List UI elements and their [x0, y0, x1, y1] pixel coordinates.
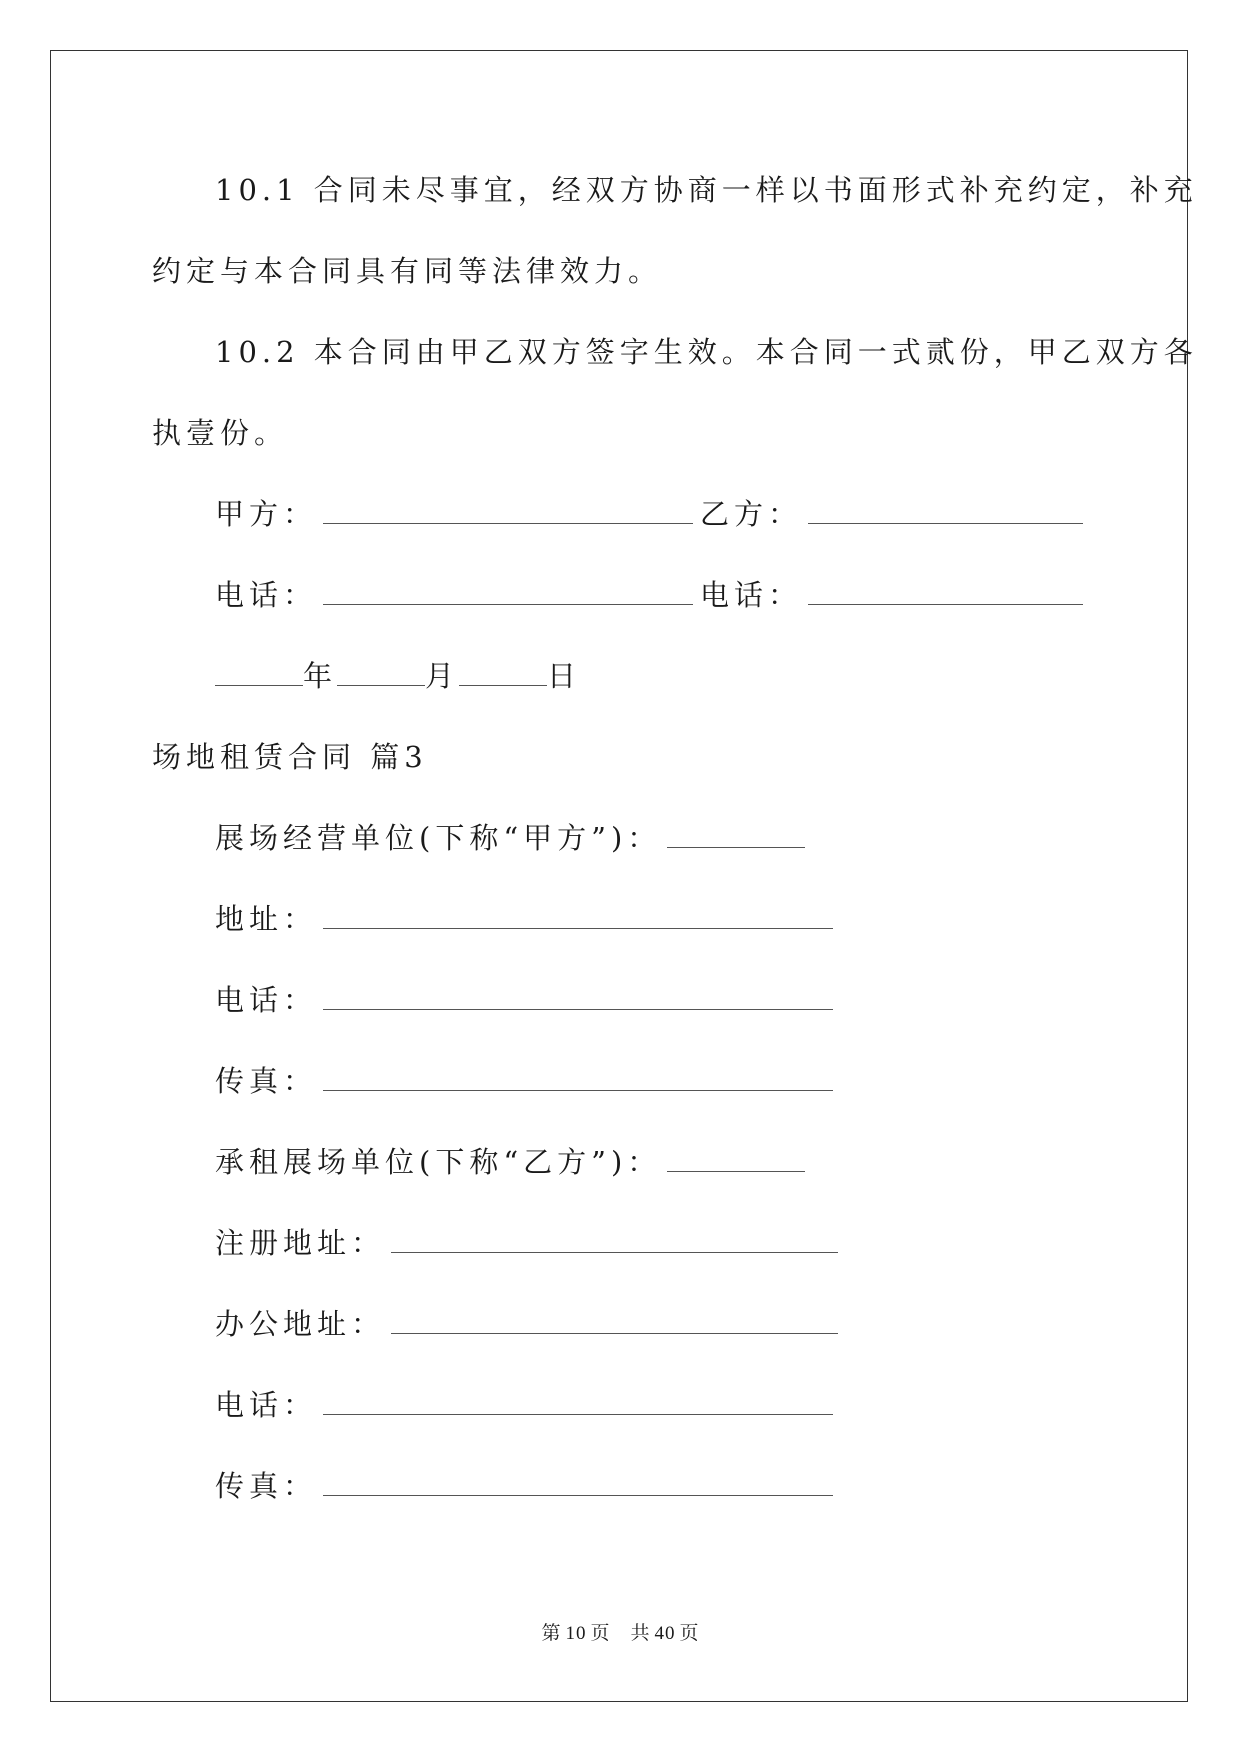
day-label: 日: [547, 659, 582, 693]
party-a-phone-blank[interactable]: [323, 983, 833, 1010]
page-footer: [0, 1618, 1241, 1645]
party-b-phone-label: 电话：: [215, 1388, 318, 1422]
party-b-fax-blank[interactable]: [323, 1469, 833, 1496]
party-a-address-label: 地址：: [215, 902, 318, 936]
party-b-reg-address-blank[interactable]: [391, 1226, 838, 1253]
party-b-office-address-row: [215, 1306, 838, 1342]
phone-b-row: [700, 577, 1083, 613]
party-a-phone-label: 电话：: [215, 983, 318, 1017]
party-a-unit-blank[interactable]: [667, 821, 805, 848]
party-a-signature-row: [215, 496, 693, 532]
party-b-unit-blank[interactable]: [667, 1145, 805, 1172]
party-b-blank[interactable]: [808, 497, 1083, 524]
party-a-phone-row: [215, 982, 833, 1018]
day-blank[interactable]: [459, 659, 547, 686]
footer-page-current: 10: [565, 1623, 587, 1644]
year-label: 年: [303, 659, 338, 693]
party-b-signature-row: [700, 496, 1083, 532]
year-blank[interactable]: [215, 659, 303, 686]
footer-page-mid: 页 共: [590, 1623, 651, 1644]
phone-b-blank[interactable]: [808, 578, 1083, 605]
party-b-fax-row: [215, 1468, 833, 1504]
party-b-label: 乙方：: [700, 497, 803, 531]
section-title: 场地租赁合同 篇3: [152, 740, 428, 774]
month-blank[interactable]: [337, 659, 425, 686]
party-a-label: 甲方：: [215, 497, 318, 531]
party-a-address-blank[interactable]: [323, 902, 833, 929]
phone-a-row: [215, 577, 693, 613]
party-b-phone-blank[interactable]: [323, 1388, 833, 1415]
party-a-fax-blank[interactable]: [323, 1064, 833, 1091]
footer-page-suffix: 页: [679, 1623, 700, 1644]
month-label: 月: [425, 659, 460, 693]
footer-page-total: 40: [654, 1623, 676, 1644]
phone-a-label: 电话：: [215, 578, 318, 612]
clause-10-1-line-1: 10.1 合同未尽事宜，经双方协商一样以书面形式补充约定，补充: [215, 173, 1198, 207]
page-border: [50, 50, 1188, 1702]
party-b-reg-address-label: 注册地址：: [215, 1226, 386, 1260]
clause-10-2-line-2: 执壹份。: [152, 416, 289, 450]
party-a-address-row: [215, 901, 833, 937]
party-a-fax-label: 传真：: [215, 1064, 318, 1098]
date-row: [215, 658, 581, 694]
phone-a-blank[interactable]: [323, 578, 693, 605]
party-a-blank[interactable]: [323, 497, 693, 524]
party-a-unit-label: 展场经营单位(下称“甲方”)：: [215, 821, 662, 855]
party-b-unit-label: 承租展场单位(下称“乙方”)：: [215, 1145, 662, 1179]
party-b-phone-row: [215, 1387, 833, 1423]
party-a-fax-row: [215, 1063, 833, 1099]
clause-10-2-line-1: 10.2 本合同由甲乙双方签字生效。本合同一式贰份，甲乙双方各: [215, 335, 1198, 369]
party-b-fax-label: 传真：: [215, 1469, 318, 1503]
party-b-reg-address-row: [215, 1225, 838, 1261]
party-b-office-address-label: 办公地址：: [215, 1307, 386, 1341]
party-b-office-address-blank[interactable]: [391, 1307, 838, 1334]
phone-b-label: 电话：: [700, 578, 803, 612]
footer-page-prefix: 第: [541, 1623, 562, 1644]
clause-10-1-line-2: 约定与本合同具有同等法律效力。: [152, 254, 663, 288]
party-b-unit-row: [215, 1144, 805, 1180]
party-a-unit-row: [215, 820, 805, 856]
